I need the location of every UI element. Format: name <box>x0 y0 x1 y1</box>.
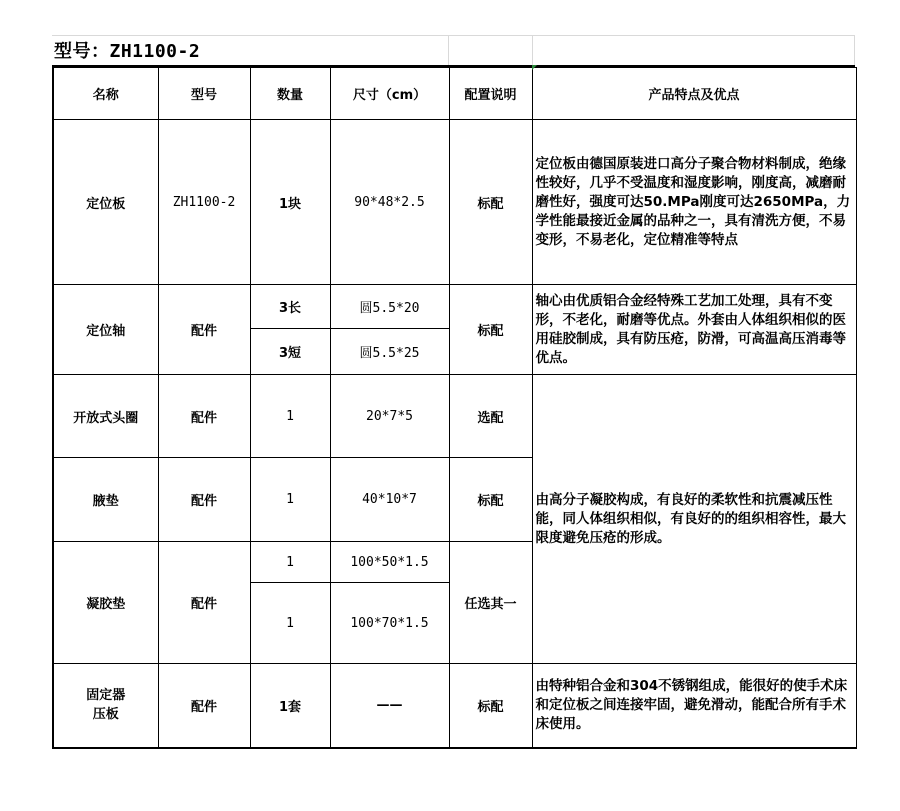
title-row <box>52 35 855 67</box>
header-size: 尺寸（cm） <box>330 68 449 120</box>
header-qty: 数量 <box>250 68 330 120</box>
cell-qty: 1 <box>250 583 330 664</box>
cell-size: —— <box>330 664 449 748</box>
header-config: 配置说明 <box>449 68 532 120</box>
cell-qty: 1 <box>250 458 330 542</box>
cell-name: 定位板 <box>53 120 158 285</box>
cell-name: 定位轴 <box>53 285 158 375</box>
cell-name: 腋垫 <box>53 458 158 542</box>
header-model: 型号 <box>158 68 250 120</box>
cell-config: 标配 <box>449 664 532 748</box>
cell-size: 40*10*7 <box>330 458 449 542</box>
header-name: 名称 <box>53 68 158 120</box>
header-features: 产品特点及优点 <box>532 68 856 120</box>
cell-desc: 由特种铝合金和304不锈钢组成，能很好的使手术床和定位板之间连接牢固，避免滑动，能配合所有手术床使用。 <box>532 664 856 748</box>
cell-config: 选配 <box>449 375 532 458</box>
cell-name-text: 固定器压板 <box>86 688 126 723</box>
cell-qty: 1 <box>250 375 330 458</box>
cell-name <box>53 664 158 748</box>
cell-size: 100*50*1.5 <box>330 542 449 583</box>
spec-sheet <box>52 35 855 749</box>
spec-table <box>52 67 857 749</box>
cell-config: 任选其一 <box>449 542 532 664</box>
cell-model: ZH1100-2 <box>158 120 250 285</box>
cell-qty: 3短 <box>250 329 330 375</box>
cell-model: 配件 <box>158 375 250 458</box>
table-row <box>53 375 856 458</box>
model-title: 型号：ZH1100-2 <box>54 41 201 62</box>
cell-desc: 由高分子凝胶构成，有良好的柔软性和抗震减压性能，同人体组织相似，有良好的的组织相容性，最大限度避免压疮的形成。 <box>532 375 856 664</box>
cell-size: 圆5.5*20 <box>330 285 449 329</box>
cell-size: 100*70*1.5 <box>330 583 449 664</box>
cell-model: 配件 <box>158 285 250 375</box>
cell-qty: 1块 <box>250 120 330 285</box>
cell-size: 90*48*2.5 <box>330 120 449 285</box>
cell-model: 配件 <box>158 458 250 542</box>
header-row <box>53 68 856 120</box>
cell-desc: 定位板由德国原装进口高分子聚合物材料制成，绝缘性较好，几乎不受温度和湿度影响，刚度高，减磨耐磨性好，强度可达50.MPa刚度可达2650MPa，力学性能最接近金属的品种之一，具有清洗方便，不易变形，不易老化，定位精准等特点 <box>532 120 856 285</box>
cell-size: 20*7*5 <box>330 375 449 458</box>
cell-model: 配件 <box>158 664 250 748</box>
cell-qty: 3长 <box>250 285 330 329</box>
table-row <box>53 285 856 329</box>
cell-size: 圆5.5*25 <box>330 329 449 375</box>
comment-marker-icon <box>532 65 537 70</box>
cell-qty: 1 <box>250 542 330 583</box>
cell-qty: 1套 <box>250 664 330 748</box>
cell-name: 凝胶垫 <box>53 542 158 664</box>
cell-config: 标配 <box>449 120 532 285</box>
cell-config: 标配 <box>449 285 532 375</box>
cell-model: 配件 <box>158 542 250 664</box>
cell-desc: 轴心由优质铝合金经特殊工艺加工处理，具有不变形，不老化，耐磨等优点。外套由人体组织相似的医用硅胶制成，具有防压疮，防滑，可高温高压消毒等优点。 <box>532 285 856 375</box>
cell-name: 开放式头圈 <box>53 375 158 458</box>
table-row <box>53 664 856 748</box>
table-row <box>53 120 856 285</box>
cell-config: 标配 <box>449 458 532 542</box>
